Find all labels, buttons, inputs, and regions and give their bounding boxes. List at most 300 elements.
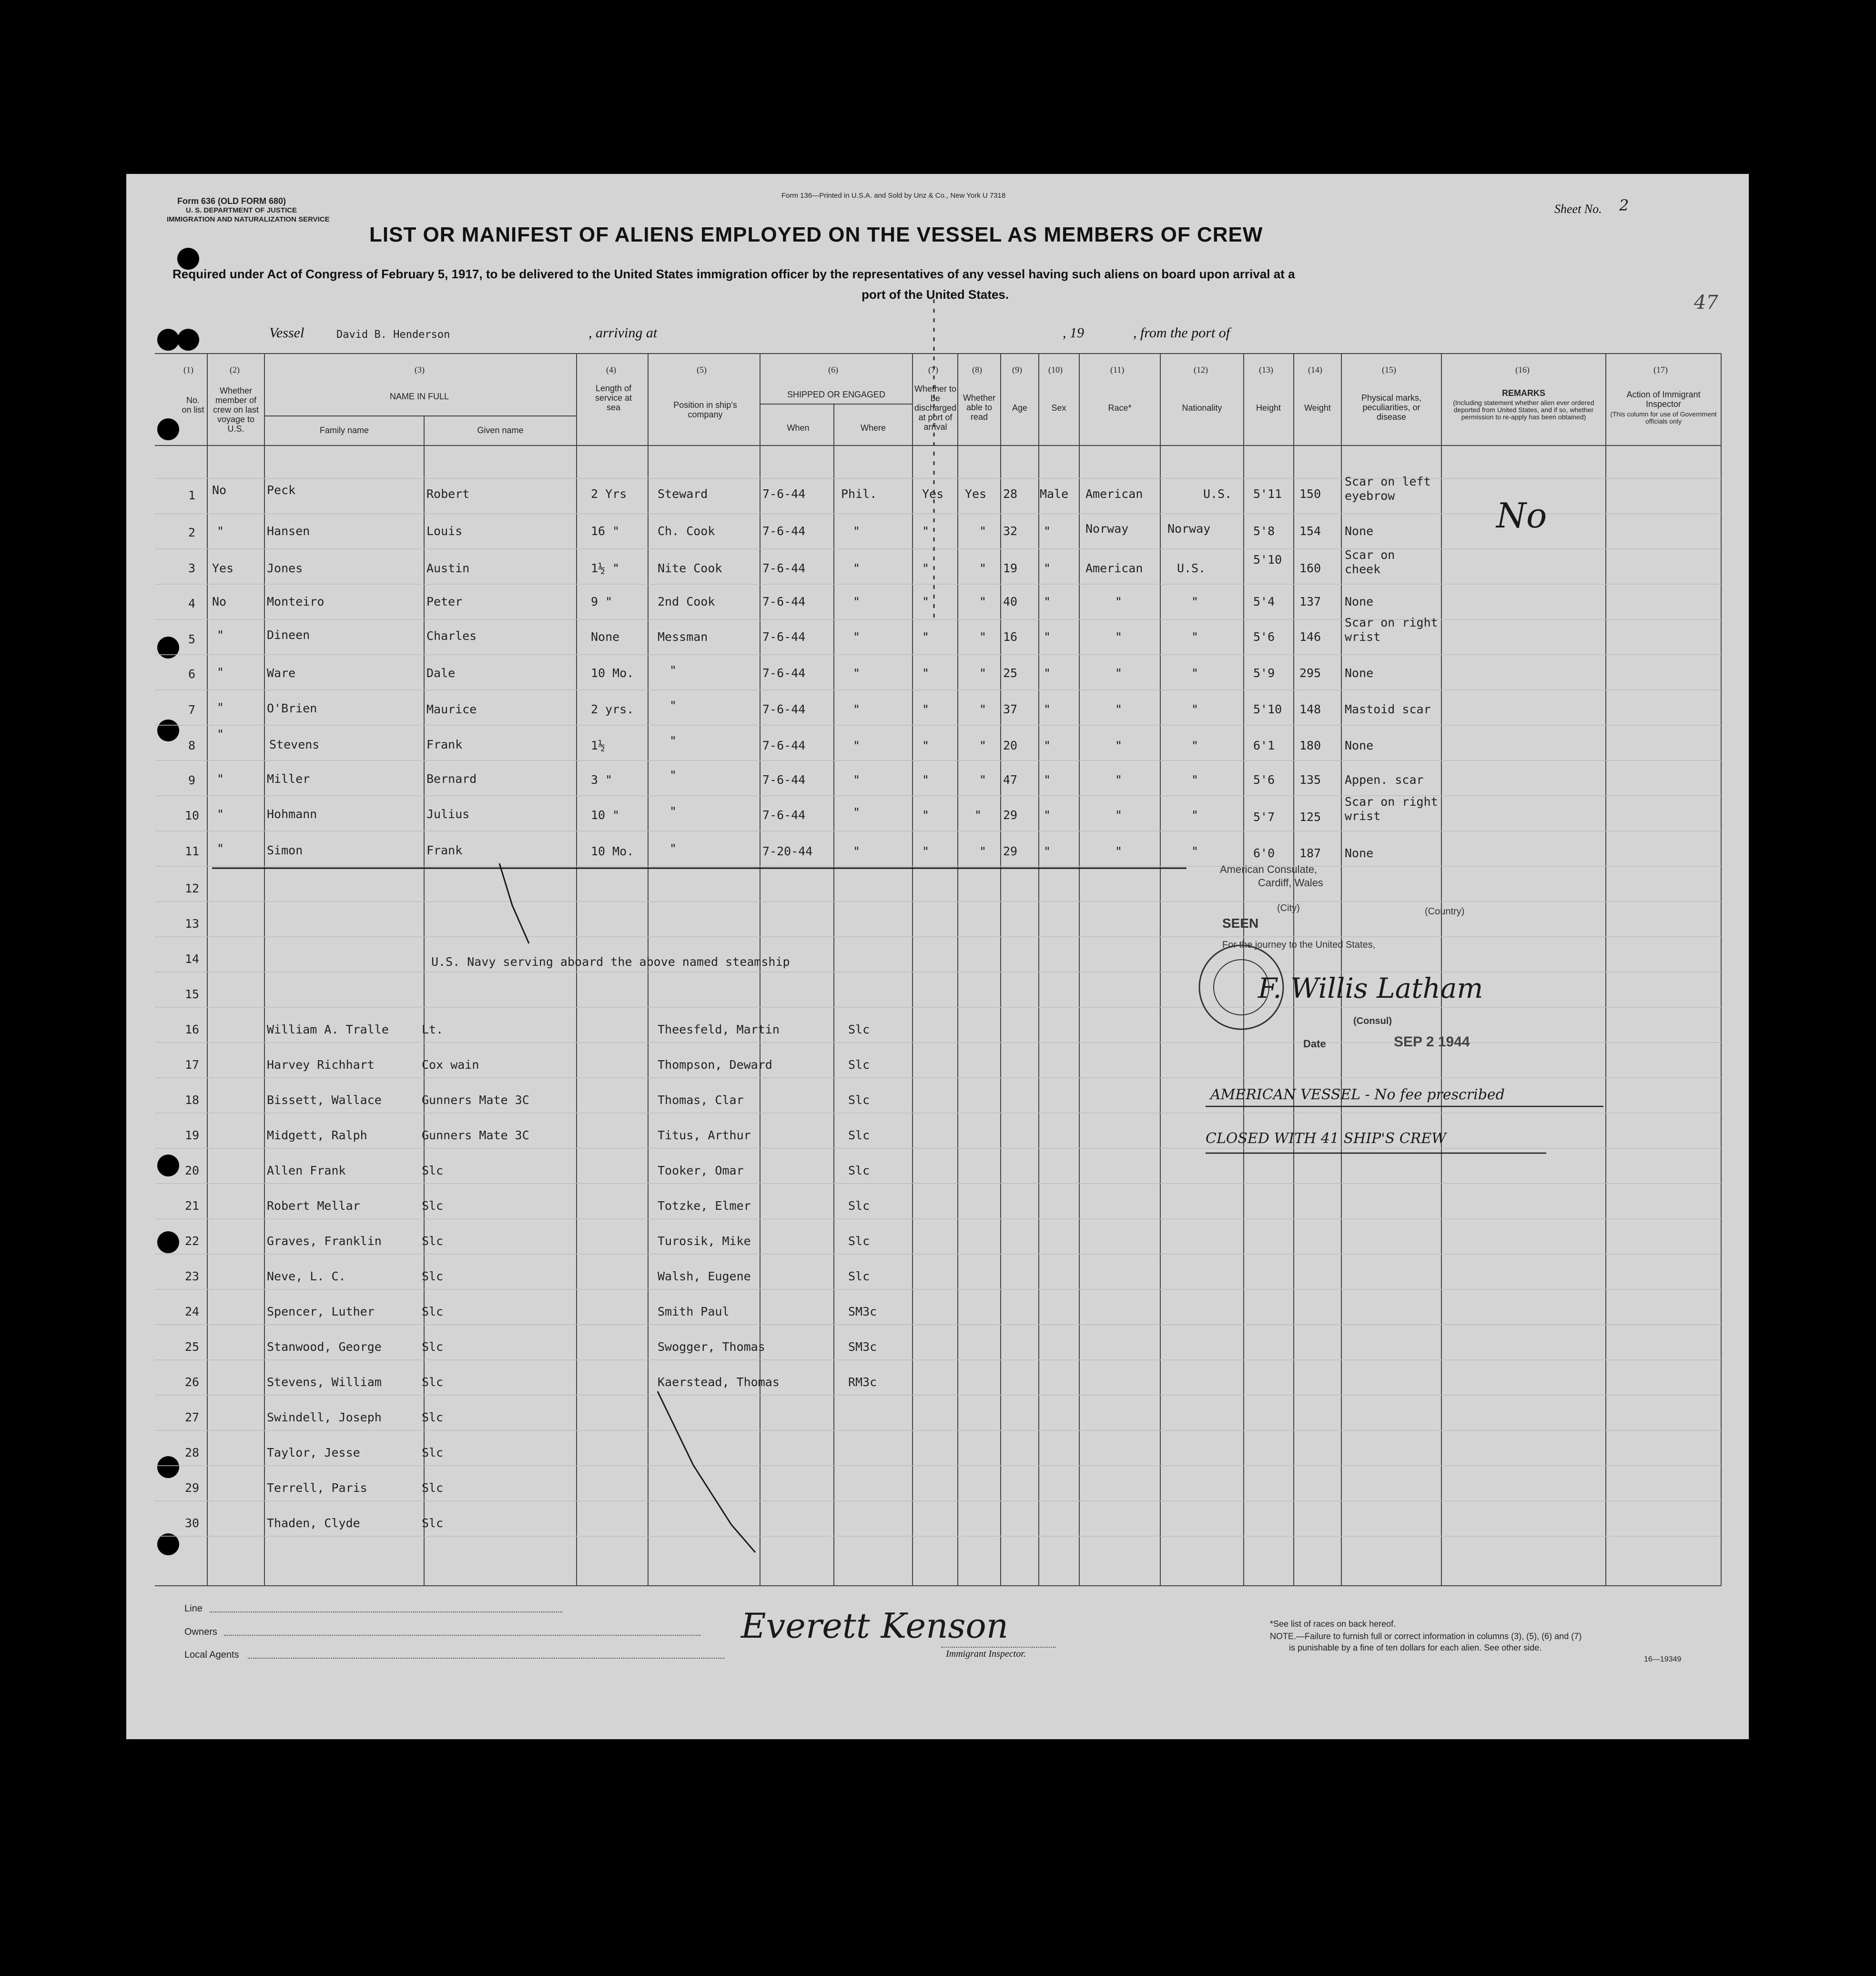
sex: ": [1044, 739, 1051, 752]
prev-voyage: Yes: [212, 561, 234, 575]
physical-marks: Scar on right wrist: [1345, 616, 1438, 644]
subtitle-line2: port of the United States.: [862, 287, 1009, 302]
age: 29: [1003, 808, 1018, 822]
colnum-14: (14): [1308, 365, 1322, 375]
position: Steward: [658, 487, 708, 501]
navy-left-rank: Slc: [422, 1446, 444, 1459]
physical-marks: Scar on cheek: [1345, 548, 1395, 576]
position: ": [669, 699, 677, 712]
position: Nite Cook: [658, 561, 722, 575]
position: ": [669, 768, 677, 782]
height: 6'0: [1253, 846, 1275, 860]
row-number: 26: [185, 1375, 200, 1389]
service-length: 2 Yrs: [591, 487, 627, 501]
nationality: U.S.: [1177, 561, 1206, 575]
family-name: Stevens: [269, 738, 320, 751]
country-label: (Country): [1425, 906, 1465, 917]
row-number: 19: [185, 1128, 200, 1142]
navy-left-rank: Lt.: [422, 1023, 444, 1036]
row-number: 28: [185, 1446, 200, 1459]
race: American: [1085, 487, 1143, 501]
consul-signature: F. Willis Latham: [1258, 972, 1483, 1004]
shipped-when: 7-6-44: [762, 739, 806, 752]
colnum-6: (6): [828, 365, 838, 375]
navy-left-name: Robert Mellar: [267, 1199, 360, 1213]
navy-left-rank: Slc: [422, 1164, 444, 1177]
service-length: 16 ": [591, 524, 620, 538]
discharge: ": [922, 561, 930, 575]
prev-voyage: No: [212, 483, 227, 497]
navy-right-rank: SM3c: [848, 1340, 877, 1354]
shipped-when: 7-6-44: [762, 666, 806, 680]
navy-left-rank: Slc: [422, 1481, 444, 1495]
navy-right-name: Turosik, Mike: [658, 1234, 751, 1248]
navy-left-rank: Slc: [422, 1269, 444, 1283]
col-header-shipped: SHIPPED OR ENGAGED: [787, 390, 886, 399]
colnum-5: (5): [697, 365, 707, 375]
family-name: Monteiro: [267, 595, 324, 608]
colnum-15: (15): [1382, 365, 1396, 375]
discharge: ": [922, 739, 930, 752]
arriving-label: , arriving at: [588, 325, 658, 341]
consul-label: (Consul): [1353, 1016, 1392, 1026]
nationality: U.S.: [1203, 487, 1232, 501]
city-label: (City): [1277, 903, 1300, 913]
sex: ": [1044, 630, 1051, 644]
race: Norway: [1085, 522, 1129, 536]
colnum-9: (9): [1012, 365, 1022, 375]
nationality: ": [1191, 702, 1199, 716]
shipped-where: ": [853, 524, 861, 538]
position: 2nd Cook: [658, 595, 715, 608]
consulate-name: American Consulate,: [1220, 863, 1318, 875]
row-number: 24: [185, 1305, 200, 1318]
prev-voyage: No: [212, 595, 227, 608]
nationality: ": [1191, 844, 1199, 858]
physical-marks: Scar on right wrist: [1345, 795, 1438, 823]
able-to-read: ": [979, 739, 987, 752]
remarks-handwritten: No: [1496, 496, 1547, 536]
shipped-when: 7-6-44: [762, 561, 806, 575]
physical-marks: Scar on left eyebrow: [1345, 475, 1431, 503]
colnum-10: (10): [1048, 365, 1063, 375]
from-port-label: , from the port of: [1133, 325, 1230, 341]
navy-left-name: Terrell, Paris: [267, 1481, 367, 1495]
row-number: 29: [185, 1481, 200, 1495]
family-name: Dineen: [267, 628, 310, 642]
col-header-family: Family name: [319, 426, 369, 435]
physical-marks: Mastoid scar: [1345, 702, 1431, 716]
able-to-read: ": [979, 595, 987, 608]
weight: 150: [1299, 487, 1321, 501]
form-id-line3: IMMIGRATION AND NATURALIZATION SERVICE: [167, 215, 330, 223]
nationality: ": [1191, 773, 1199, 787]
date-label: Date: [1303, 1038, 1326, 1050]
navy-left-name: Harvey Richhart: [267, 1058, 375, 1072]
row-number: 9: [188, 773, 196, 787]
consulate-place: Cardiff, Wales: [1258, 877, 1323, 889]
footer-owners-label: Owners: [184, 1627, 217, 1637]
service-length: 2 yrs.: [591, 702, 634, 716]
inspector-signature: Everett Kenson: [741, 1606, 1009, 1646]
given-name: Dale: [426, 666, 456, 680]
row-number: 11: [185, 844, 200, 858]
race: ": [1115, 702, 1123, 716]
row-number: 27: [185, 1410, 200, 1424]
sex: ": [1044, 773, 1051, 787]
navy-left-name: Spencer, Luther: [267, 1305, 375, 1318]
service-length: 3 ": [591, 773, 613, 787]
row-number: 15: [185, 987, 200, 1001]
able-to-read: ": [979, 773, 987, 787]
able-to-read: ": [979, 524, 987, 538]
service-length: 10 Mo.: [591, 666, 634, 680]
given-name: Bernard: [426, 772, 477, 786]
discharge: ": [922, 666, 930, 680]
sex: ": [1044, 561, 1051, 575]
col-header-discharge: Whether to be discharged at port of arrival: [914, 384, 957, 432]
navy-left-rank: Slc: [422, 1410, 444, 1424]
colnum-16: (16): [1515, 365, 1530, 375]
handwritten-note-fee: AMERICAN VESSEL - No fee prescribed: [1210, 1086, 1505, 1103]
page-mark: 47: [1694, 292, 1718, 314]
row-number: 3: [188, 561, 196, 575]
family-name: Simon: [267, 843, 303, 857]
navy-right-name: Titus, Arthur: [658, 1128, 751, 1142]
form-id-line2: U. S. DEPARTMENT OF JUSTICE: [186, 206, 297, 214]
seen-label: SEEN: [1222, 916, 1259, 931]
physical-marks: Appen. scar: [1345, 773, 1424, 787]
footer-line-label: Line: [184, 1603, 203, 1614]
shipped-where: ": [853, 702, 861, 716]
row-number: 14: [185, 952, 200, 966]
position: Messman: [658, 630, 708, 644]
navy-right-name: Thompson, Deward: [658, 1058, 772, 1072]
navy-left-name: Swindell, Joseph: [267, 1410, 382, 1424]
navy-right-rank: Slc: [848, 1234, 870, 1248]
race: ": [1115, 666, 1123, 680]
navy-left-name: Graves, Franklin: [267, 1234, 382, 1248]
given-name: Austin: [426, 561, 470, 575]
discharge: ": [922, 702, 930, 716]
handwritten-note-closed: CLOSED WITH 41 SHIP'S CREW: [1206, 1130, 1446, 1147]
shipped-when: 7-6-44: [762, 773, 806, 787]
position: ": [669, 804, 677, 818]
navy-left-name: Taylor, Jesse: [267, 1446, 360, 1459]
footer-line-rule: [210, 1611, 562, 1612]
row-number: 30: [185, 1516, 200, 1530]
age: 19: [1003, 561, 1018, 575]
physical-marks: None: [1345, 666, 1374, 680]
col-header-position: Position in ship's company: [673, 400, 737, 419]
navy-left-rank: Gunners Mate 3C: [422, 1128, 529, 1142]
shipped-when: 7-6-44: [762, 595, 806, 608]
able-to-read: ": [974, 808, 982, 822]
sex: ": [1044, 702, 1051, 716]
navy-right-name: Swogger, Thomas: [658, 1340, 765, 1354]
navy-left-rank: Slc: [422, 1516, 444, 1530]
col-header-weight: Weight: [1304, 403, 1331, 413]
family-name: O'Brien: [267, 701, 317, 715]
sex: ": [1044, 844, 1051, 858]
prev-voyage: ": [217, 628, 224, 642]
nationality: ": [1191, 595, 1199, 608]
navy-left-rank: Cox wain: [422, 1058, 479, 1072]
note-line2: is punishable by a fine of ten dollars for each alien. See other side.: [1289, 1643, 1542, 1652]
col-header-read: Whether able to read: [963, 393, 996, 422]
shipped-where: ": [853, 805, 861, 819]
colnum-17: (17): [1653, 365, 1668, 375]
races-note: *See list of races on back hereof.: [1270, 1619, 1396, 1629]
position: ": [669, 734, 677, 748]
row-number: 12: [185, 882, 200, 895]
family-name: Hansen: [267, 524, 310, 538]
race: ": [1115, 595, 1123, 608]
navy-left-name: Thaden, Clyde: [267, 1516, 360, 1530]
navy-left-name: Midgett, Ralph: [267, 1128, 367, 1142]
navy-right-name: Kaerstead, Thomas: [658, 1375, 780, 1389]
service-length: 10 ": [591, 808, 620, 822]
physical-marks: None: [1345, 524, 1374, 538]
service-length: 1½ ": [591, 561, 620, 575]
inspector-label: Immigrant Inspector.: [946, 1649, 1026, 1659]
able-to-read: ": [979, 630, 987, 644]
navy-right-name: Theesfeld, Martin: [658, 1023, 780, 1036]
nationality: ": [1191, 666, 1199, 680]
nationality: ": [1191, 739, 1199, 752]
height: 5'10: [1253, 553, 1282, 567]
col-header-given: Given name: [477, 426, 524, 435]
sex: ": [1044, 524, 1051, 538]
race: ": [1115, 630, 1123, 644]
weight: 137: [1299, 595, 1321, 608]
colnum-7: (7): [928, 365, 938, 375]
age: 16: [1003, 630, 1018, 644]
age: 28: [1003, 487, 1018, 501]
given-name: Julius: [426, 807, 470, 821]
colnum-12: (12): [1194, 365, 1208, 375]
colnum-11: (11): [1110, 365, 1125, 375]
col-header-sex: Sex: [1051, 403, 1066, 413]
shipped-when: 7-6-44: [762, 630, 806, 644]
given-name: Charles: [426, 629, 477, 643]
navy-left-name: Stanwood, George: [267, 1340, 382, 1354]
shipped-where: Phil.: [841, 487, 877, 501]
row-number: 2: [188, 526, 196, 539]
age: 29: [1003, 844, 1018, 858]
shipped-when: 7-20-44: [762, 844, 813, 858]
weight: 146: [1299, 630, 1321, 644]
row-number: 17: [185, 1058, 200, 1072]
prev-voyage: ": [217, 727, 224, 741]
navy-right-rank: Slc: [848, 1058, 870, 1072]
shipped-when: 7-6-44: [762, 808, 806, 822]
position: Ch. Cook: [658, 524, 715, 538]
given-name: Frank: [426, 843, 463, 857]
col-header-action-note: (This column for use of Government officials only: [1610, 410, 1717, 425]
family-name: Ware: [267, 666, 296, 680]
row-number: 10: [185, 809, 200, 822]
shipped-where: ": [853, 630, 861, 644]
race: American: [1085, 561, 1143, 575]
row-number: 25: [185, 1340, 200, 1354]
weight: 135: [1299, 773, 1321, 787]
col-header-service: Length of service at sea: [595, 384, 632, 412]
able-to-read: ": [979, 561, 987, 575]
nationality: ": [1191, 630, 1199, 644]
stamp-date: SEP 2 1944: [1394, 1034, 1470, 1050]
navy-right-rank: Slc: [848, 1093, 870, 1107]
col-header-marks: Physical marks, peculiarities, or disease: [1361, 393, 1422, 422]
shipped-when: 7-6-44: [762, 702, 806, 716]
able-to-read: ": [979, 702, 987, 716]
age: 32: [1003, 524, 1018, 538]
navy-right-name: Walsh, Eugene: [658, 1269, 751, 1283]
weight: 295: [1299, 666, 1321, 680]
footer-agents-label: Local Agents: [184, 1650, 239, 1660]
sex: ": [1044, 808, 1051, 822]
height: 5'7: [1253, 810, 1275, 824]
navy-left-name: Allen Frank: [267, 1164, 346, 1177]
height: 5'6: [1253, 773, 1275, 787]
col-header-where: Where: [860, 423, 886, 433]
sex: ": [1044, 595, 1051, 608]
height: 5'8: [1253, 524, 1275, 538]
sheet-label: Sheet No.: [1554, 202, 1602, 216]
discharge: ": [922, 524, 930, 538]
family-name: Jones: [267, 561, 303, 575]
navy-right-rank: Slc: [848, 1199, 870, 1213]
printer-line: Form 136—Printed in U.S.A. and Sold by Unz & Co., New York U 7318: [781, 192, 1006, 200]
form-id-line1: Form 636 (OLD FORM 680): [177, 196, 286, 206]
navy-right-rank: RM3c: [848, 1375, 877, 1389]
nationality: Norway: [1167, 522, 1211, 536]
service-length: 9 ": [591, 595, 613, 608]
physical-marks: None: [1345, 595, 1374, 608]
shipped-where: ": [853, 666, 861, 680]
weight: 125: [1299, 810, 1321, 824]
col-header-race: Race*: [1108, 403, 1132, 413]
row-number: 7: [188, 703, 196, 717]
service-length: None: [591, 630, 620, 644]
prev-voyage: ": [217, 841, 224, 855]
col-header-age: Age: [1012, 403, 1028, 413]
footer-agents-rule: [248, 1658, 724, 1659]
race: ": [1115, 844, 1123, 858]
navy-left-name: William A. Tralle: [267, 1023, 389, 1036]
page-title: LIST OR MANIFEST OF ALIENS EMPLOYED ON THE VESSEL AS MEMBERS OF CREW: [369, 223, 1263, 246]
height: 5'4: [1253, 595, 1275, 608]
colnum-3: (3): [415, 365, 425, 375]
navy-left-name: Bissett, Wallace: [267, 1093, 382, 1107]
family-name: Miller: [267, 772, 310, 786]
given-name: Peter: [426, 595, 463, 608]
navy-right-rank: Slc: [848, 1164, 870, 1177]
row-number: 21: [185, 1199, 200, 1213]
shipped-where: ": [853, 561, 861, 575]
age: 25: [1003, 666, 1018, 680]
col-header-nationality: Nationality: [1182, 403, 1222, 413]
race: ": [1115, 739, 1123, 752]
shipped-where: ": [853, 773, 861, 787]
vessel-name: David B. Henderson: [336, 329, 450, 341]
navy-right-rank: Slc: [848, 1269, 870, 1283]
position: ": [669, 663, 677, 677]
navy-right-rank: SM3c: [848, 1305, 877, 1318]
age: 20: [1003, 739, 1018, 752]
weight: 180: [1299, 739, 1321, 752]
navy-left-rank: Slc: [422, 1199, 444, 1213]
colnum-13: (13): [1259, 365, 1273, 375]
given-name: Maurice: [426, 702, 477, 716]
col-header-remarks: REMARKS: [1501, 388, 1545, 398]
able-to-read: ": [979, 666, 987, 680]
height: 5'11: [1253, 487, 1282, 501]
row-number: 5: [188, 632, 196, 646]
nationality: ": [1191, 808, 1199, 822]
discharge: ": [922, 630, 930, 644]
service-length: 10 Mo.: [591, 844, 634, 858]
row-number: 16: [185, 1023, 200, 1036]
navy-left-rank: Slc: [422, 1340, 444, 1354]
race: ": [1115, 773, 1123, 787]
height: 5'6: [1253, 630, 1275, 644]
sex: ": [1044, 666, 1051, 680]
given-name: Louis: [426, 524, 463, 538]
prev-voyage: ": [217, 524, 224, 538]
row-number: 20: [185, 1164, 200, 1177]
footer-owners-rule: [224, 1635, 700, 1636]
family-name: Hohmann: [267, 807, 317, 821]
discharge: ": [922, 595, 930, 608]
navy-right-name: Thomas, Clar: [658, 1093, 744, 1107]
navy-right-name: Totzke, Elmer: [658, 1199, 751, 1213]
navy-right-name: Tooker, Omar: [658, 1164, 744, 1177]
sheet-number: 2: [1619, 196, 1629, 214]
colnum-8: (8): [972, 365, 982, 375]
row-number: 18: [185, 1093, 200, 1107]
navy-right-rank: Slc: [848, 1128, 870, 1142]
discharge: Yes: [922, 487, 944, 501]
subtitle-line1: Required under Act of Congress of February 5, 1917, to be delivered to the United States immigration officer by the representatives of any vessel having such aliens on board upon arrival at a: [172, 267, 1295, 281]
colnum-2: (2): [230, 365, 240, 375]
col-header-remarks-note: (Including statement whether alien ever ordered deported from United States, and if so, whether permission to re-apply has been obtained): [1453, 399, 1594, 421]
race: ": [1115, 808, 1123, 822]
row-number: 4: [188, 597, 196, 610]
row-number: 23: [185, 1269, 200, 1283]
weight: 160: [1299, 561, 1321, 575]
family-name: Peck: [267, 483, 296, 497]
col-header-name: NAME IN FULL: [389, 392, 449, 401]
form-code: 16—19349: [1644, 1655, 1682, 1663]
prev-voyage: ": [217, 772, 224, 786]
age: 40: [1003, 595, 1018, 608]
physical-marks: None: [1345, 739, 1374, 752]
height: 5'10: [1253, 702, 1282, 716]
discharge: ": [922, 808, 930, 822]
vessel-label: Vessel: [269, 325, 304, 341]
shipped-when: 7-6-44: [762, 487, 806, 501]
journey-label: For the journey to the United States,: [1222, 940, 1376, 950]
physical-marks: None: [1345, 846, 1374, 860]
navy-left-rank: Slc: [422, 1305, 444, 1318]
navy-left-name: Neve, L. C.: [267, 1269, 346, 1283]
weight: 148: [1299, 702, 1321, 716]
row-number: 6: [188, 667, 196, 681]
position: ": [669, 841, 677, 855]
discharge: ": [922, 773, 930, 787]
weight: 187: [1299, 846, 1321, 860]
